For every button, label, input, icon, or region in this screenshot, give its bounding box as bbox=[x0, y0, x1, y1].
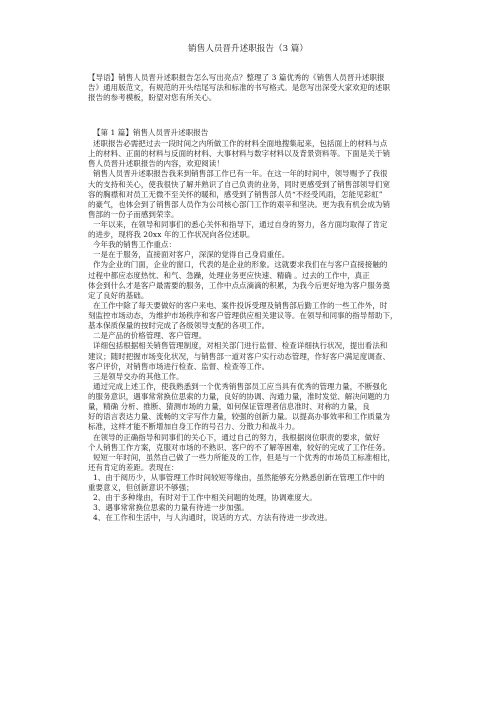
body-line: 3、遇事常常换位思索的力量有待进一步加强。 bbox=[93, 503, 249, 513]
body-line: 基本保质保量的按时完成了各级领导支配的各项工作。 bbox=[88, 321, 270, 331]
body-line: 销售人员晋升述职报告我来到销售部工作已有一年。在这一年的时间中，领导赐予了我很 bbox=[93, 169, 388, 179]
body-line: 4、在工作和生活中，与人沟通时，说话的方式、方法有待进一步改进。 bbox=[93, 513, 332, 523]
body-line: 1、由于阅历少，从事管理工作时间较短等缘由，虽然能够充分熟悉创新在管理工作中的 bbox=[93, 473, 385, 482]
intro-line: 报告的参考模板，盼望对您有所关心。 bbox=[88, 93, 217, 102]
body-line: 售部的一份子而感到荣幸。 bbox=[88, 209, 179, 219]
body-line: 上的材料、正面的材料与反面的材料、大事材料与数字材料以及背景资料等。下面是关于销 bbox=[88, 149, 390, 159]
body-line: 在工作中除了每天要做好的客户来电、案件投诉受理及销售部后勤工作的一些工作外，时 bbox=[93, 300, 388, 310]
body-line: 详细包括根据相关销售管理制度，对相关部门进行监督、检查详细执行状况，提出看法和 bbox=[93, 341, 388, 351]
body-line: 短短一年时间，虽然自己做了一些力所能及的工作，但是与一个优秀的市场员工标准相比， bbox=[93, 452, 395, 462]
body-line: 还有肯定的差距。表现在： bbox=[88, 462, 179, 472]
body-line: 的豪气，也体会到了销售部人员作为公司核心部门工作的艰辛和坚决。更为我有机会成为销 bbox=[88, 199, 390, 209]
intro-line: 【导语】销售人员晋升述职报告怎么写出亮点？整理了 3 篇优秀的《销售人员晋升述职报 bbox=[88, 73, 385, 82]
body-line: 通过完成上述工作，使我熟悉到一个优秀销售部员工应当具有优秀的管理力量，不断强化 bbox=[93, 381, 388, 391]
body-line: 二是产品的价格管理、客户管理。 bbox=[93, 331, 207, 341]
body-line: 定了良好的基础。 bbox=[88, 290, 149, 300]
intro-line: 告》通用版范文，有规范的开头结尾写法和标准的书写格式。是您写出深受大家欢迎的述职 bbox=[88, 83, 390, 92]
section-heading: 【第 1 篇】销售人员晋升述职报告 bbox=[93, 128, 209, 137]
body-line: 过程中都应态度热忱、和气、急躁，处理业务更应快速、精确 。过去的工作中，真正 bbox=[88, 270, 370, 280]
body-line: 大的支持和关心，使我很快了解并熟识了自己负责的业务，同时更感受到了销售部领导们宽 bbox=[88, 179, 390, 189]
body-line: 客户评价，对销售市场进行检查、监督、检查等工作。 bbox=[88, 361, 270, 371]
body-line: 一年以来，在领导和同事们的悉心关怀和指导下，通过自身的努力，各方面均取得了肯定 bbox=[93, 220, 388, 229]
body-line: 售人员晋升述职报告的内容，欢迎阅读！ bbox=[88, 159, 224, 169]
body-line: 容的胸襟和对员工无微不至关怀的暖和，感受到了销售部人员“不经受风雨，怎能见彩虹” bbox=[88, 189, 383, 199]
body-line: 个人销售工作方案，克服对市场的不熟识、客户的不了解等困难，较好的完成了工作任务。 bbox=[88, 442, 390, 452]
body-line: 重要意义，但创新意识不够强； bbox=[88, 483, 194, 493]
body-line: 作为企业的门面，企业的窗口，代表的是企业的形象。这就要求我们在与客户直接接触的 bbox=[93, 260, 388, 270]
body-line: 刻监控市场动态，为维护市场秩序和客户管理供应相关建议等。在领导和同事的指导帮助下， bbox=[88, 311, 398, 320]
body-line: 标准，这样才能不断增加自身工作的号召力、分散力和战斗力。 bbox=[88, 422, 300, 432]
body-line: 今年我的销售工作重点： bbox=[93, 240, 177, 250]
body-line: 2、由于多种缘由，有时对于工作中相关问题的处理，协调难度大。 bbox=[93, 493, 317, 503]
body-line: 在领导的正确指导和同事们的关心下，通过自己的努力，我根据岗位职责的要求，做好 bbox=[93, 432, 380, 442]
body-line: 的服务意识，遇事常常换位思索的力量，良好的协调、沟通力量，准时发觉、解决问题的力 bbox=[88, 392, 390, 401]
document-title: 销售人员晋升述职报告（3 篇） bbox=[188, 44, 308, 54]
body-line: 好的语言表达力量、流畅的文字写作力量，较强的创新力量。以提高办事效率和工作质量为 bbox=[88, 412, 390, 422]
body-line: 量，精确 分析、推断、猜测市场的力量，如何保证管理者信息准时、对称的力量，良 bbox=[88, 402, 370, 412]
body-line: 体会到什么才是客户最需要的服务，工作中点点滴滴的积累，为我今后更好地为客户服务奠 bbox=[88, 280, 390, 290]
body-line: 三是领导交办的其他工作。 bbox=[93, 371, 184, 381]
body-line: 的进步，现将我 20xx 年的工作状况向各位述职。 bbox=[88, 230, 255, 240]
body-line: 述职报告必需把过去一段时间之内所做工作的材料全面地搜集起来，包括面上的材料与点 bbox=[93, 139, 388, 148]
body-line: 一是在于服务，直接面对客户，深深的觉得自己身肩重任。 bbox=[93, 250, 290, 260]
body-line: 建议；随时把握市场变化状况，与销售部一道对客户实行动态管理，作好客户满足度调查、 bbox=[88, 351, 390, 361]
